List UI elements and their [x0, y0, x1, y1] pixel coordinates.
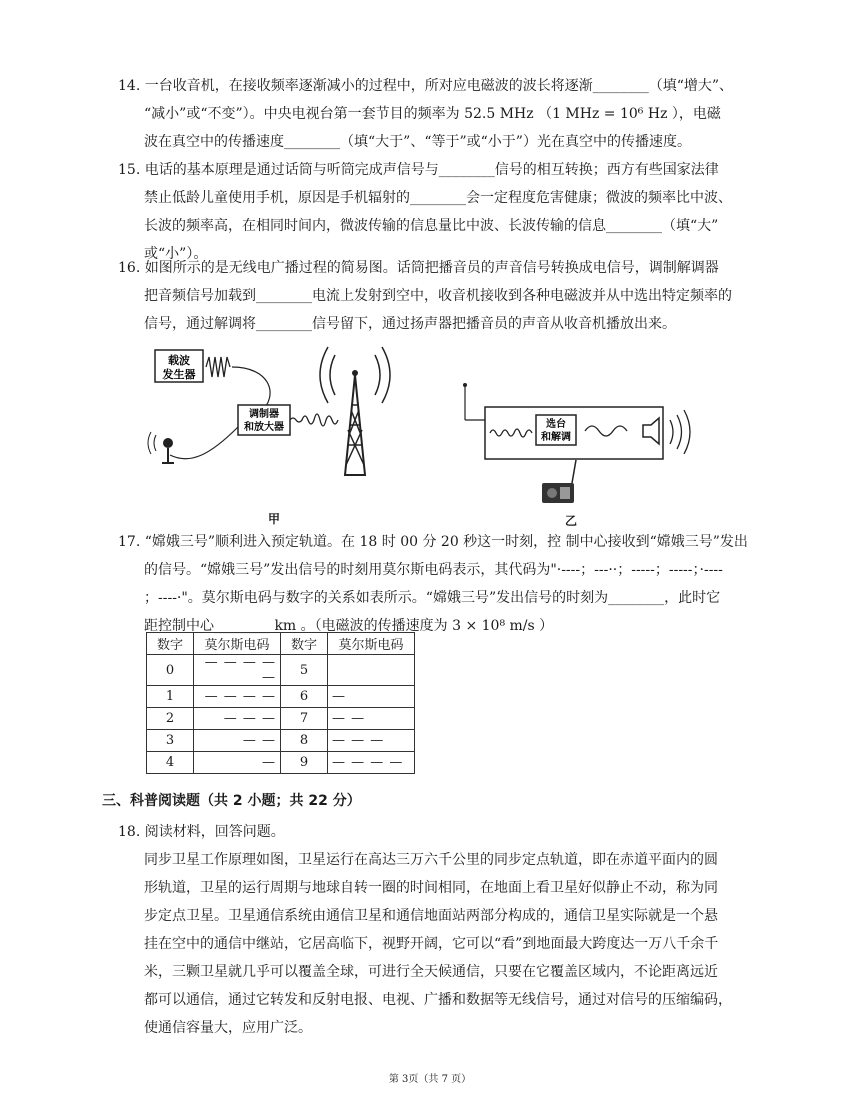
- table-cell: — — —: [194, 708, 281, 730]
- table-cell: — — —: [328, 730, 415, 752]
- table-row: [147, 708, 415, 730]
- q15-line-1: 15. 电话的基本原理是通过话筒与听筒完成声信号与________信号的相互转换；西方有些国家法律: [118, 162, 719, 178]
- q18-line-2: 同步卫星工作原理如图，卫星运行在高达三万六千公里的同步定点轨道，即在赤道平面内的圆: [144, 852, 718, 868]
- table-cell: 6: [281, 686, 328, 708]
- header-cell: 莫尔斯电码: [328, 633, 415, 655]
- carrier-label-2: 发生器: [162, 368, 196, 381]
- table-row: [147, 686, 415, 708]
- table-cell: —: [194, 752, 281, 774]
- table-cell: 9: [281, 752, 328, 774]
- carrier-wave-icon: [206, 357, 230, 377]
- q18-line-4: 步定点卫星。卫星通信系统由通信卫星和通信地面站两部分构成的，通信卫星实际就是一个悬: [144, 908, 718, 924]
- table-cell: — —: [328, 708, 415, 730]
- q17-line-4: 距控制中心________ km 。（电磁波的传播速度为 3 × 10⁸ m/s ）: [144, 618, 554, 634]
- figure-label-yi: 乙: [565, 514, 578, 528]
- table-cell: 5: [281, 655, 328, 686]
- section-3-title: 三、科普阅读题（共 2 小题；共 22 分）: [102, 793, 361, 809]
- table-cell: — — — — —: [194, 655, 281, 686]
- table-cell: 8: [281, 730, 328, 752]
- q14-line-1: 14. 一台收音机，在接收频率逐渐减小的过程中，所对应电磁波的波长将逐渐________（填“增大”、: [118, 78, 734, 94]
- tuner-label-2: 和解调: [541, 432, 571, 443]
- mic-wire: [170, 427, 238, 459]
- q16-line-3: 信号，通过解调将________信号留下，通过扬声器把播音员的声音从收音机播放出来。: [144, 316, 676, 332]
- table-cell: 1: [147, 686, 194, 708]
- question-15: [118, 156, 768, 268]
- question-17: [118, 528, 768, 640]
- q18-line-1: 18. 阅读材料，回答问题。: [118, 824, 285, 840]
- table-cell: — — — —: [194, 686, 281, 708]
- sound-waves-icon: [670, 410, 690, 454]
- modulator-label-2: 和放大器: [244, 422, 284, 433]
- table-row: [147, 655, 415, 686]
- table-cell: 7: [281, 708, 328, 730]
- table-header-row: [147, 633, 415, 655]
- tuner-label-1: 选台: [546, 419, 566, 430]
- question-18: [118, 818, 768, 1042]
- q18-line-5: 挂在空中的通信中继站，它居高临下，视野开阔，它可以“看”到地面最大跨度达一万八千余千: [144, 936, 719, 952]
- header-cell: 数字: [281, 633, 328, 655]
- radio-broadcast-figure: [140, 335, 700, 525]
- carrier-label-1: 载波: [168, 354, 190, 367]
- q14-line-3: 波在真空中的传播速度________（填“大于”、“等于”或“小于”）光在真空中的传播速度。: [144, 134, 691, 150]
- page-footer: 第 3页（共 7 页）: [388, 1074, 472, 1085]
- q14-line-2: “减小”或“不变”）。中央电视台第一套节目的频率为 52.5 MHz （1 MHz = 10⁶ Hz ），电磁: [144, 106, 721, 122]
- morse-code-table: [146, 632, 415, 774]
- table-cell: 2: [147, 708, 194, 730]
- q16-line-2: 把音频信号加载到________电流上发射到空中，收音机接收到各种电磁波并从中选出特定频率的: [144, 288, 732, 304]
- q18-line-7: 都可以通信，通过它转发和反射电报、电视、广播和数据等无线信号，通过对信号的压缩编码，: [144, 992, 732, 1008]
- q18-line-8: 使通信容量大，应用广泛。: [144, 1020, 312, 1036]
- figure-label-jia: 甲: [268, 512, 281, 526]
- table-cell: [328, 655, 415, 686]
- table-cell: 0: [147, 655, 194, 686]
- microphone-icon: [148, 432, 174, 463]
- table-row: [147, 730, 415, 752]
- header-cell: 数字: [147, 633, 194, 655]
- q17-line-3: ；----·"。莫尔斯电码与数字的关系如表所示。“嫦娥三号”发出信号的时刻为________，此时它: [144, 590, 721, 606]
- q15-line-2: 禁止低龄儿童使用手机，原因是手机辐射的________会一定程度危害健康；微波的频率比中波、: [144, 190, 732, 206]
- q17-line-2: 的信号。“嫦娥三号”发出信号的时刻用莫尔斯电码表示，其代码为"·----；---··；-----；-----；·----: [144, 562, 723, 578]
- q15-line-3: 长波的频率高，在相同时间内，微波传输的信息量比中波、长波传输的信息________（填“大”: [144, 218, 719, 234]
- broadcast-tower-icon: [320, 347, 390, 475]
- q17-line-1: 17. “嫦娥三号”顺利进入预定轨道。在 18 时 00 分 20 秒这一时刻，控 制中心接收到“嫦娥三号”发出: [118, 534, 748, 550]
- table-cell: — —: [194, 730, 281, 752]
- table-row: [147, 752, 415, 774]
- question-16: [118, 254, 768, 338]
- question-14: [118, 72, 768, 156]
- q18-line-6: 米，三颗卫星就几乎可以覆盖全球，可进行全天候通信，只要在它覆盖区域内，不论距离远近: [144, 964, 718, 980]
- q16-line-1: 16. 如图所示的是无线电广播过程的简易图。话筒把播音员的声音信号转换成电信号，调制解调器: [118, 260, 719, 276]
- table-cell: —: [328, 686, 415, 708]
- modulator-label-1: 调制器: [249, 409, 279, 420]
- header-cell: 莫尔斯电码: [194, 633, 281, 655]
- q15-line-4: 或“小”）。: [144, 246, 208, 262]
- table-cell: 4: [147, 752, 194, 774]
- table-cell: 3: [147, 730, 194, 752]
- radio-receiver-icon: [542, 460, 576, 503]
- q18-line-3: 形轨道，卫星的运行周期与地球自转一圈的时间相同，在地面上看卫星好似静止不动，称为同: [144, 880, 718, 896]
- modulated-wave-icon: [290, 414, 338, 426]
- table-cell: — — — —: [328, 752, 415, 774]
